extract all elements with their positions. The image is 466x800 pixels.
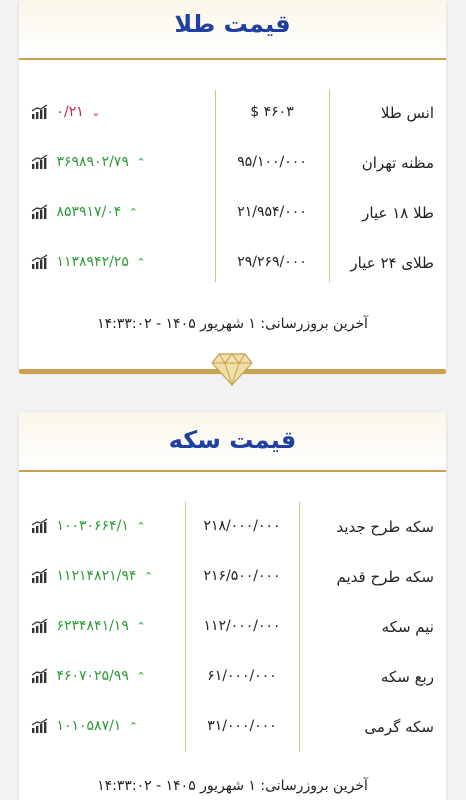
coin-row-quarter bbox=[19, 662, 446, 694]
chevron-up-icon: ⌃ bbox=[136, 519, 146, 533]
change-value: ۴۶۰۷۰۲۵/۹۹ bbox=[56, 668, 129, 684]
diamond-icon bbox=[211, 350, 253, 386]
row-change bbox=[31, 718, 141, 734]
chevron-down-icon: ⌄ bbox=[91, 105, 101, 119]
bar-chart-trend-icon bbox=[31, 618, 49, 634]
change-value: ۱۱۳۸۹۴۲/۲۵ bbox=[56, 254, 129, 270]
change-value: ۱۱۲۱۴۸۲۱/۹۴ bbox=[56, 568, 137, 584]
change-value: ۰/۲۱ bbox=[56, 104, 84, 120]
chevron-up-icon: ⌃ bbox=[136, 155, 146, 169]
row-name: انس طلا bbox=[380, 104, 434, 122]
bar-chart-trend-icon bbox=[31, 204, 49, 220]
coin-card-header bbox=[19, 412, 446, 472]
bar-chart-trend-icon bbox=[31, 718, 49, 734]
gold-card-header bbox=[19, 0, 446, 60]
gold-row-tehran bbox=[19, 148, 446, 180]
chevron-up-icon: ⌃ bbox=[136, 255, 146, 269]
change-value: ۶۲۳۴۸۴۱/۱۹ bbox=[56, 618, 129, 634]
coin-row-gram bbox=[19, 712, 446, 744]
row-name: نیم سکه bbox=[381, 618, 434, 636]
coin-row-new-design bbox=[19, 512, 446, 544]
row-name: سکه طرح قدیم bbox=[336, 568, 434, 586]
gold-row-18k bbox=[19, 198, 446, 230]
chevron-up-icon: ⌃ bbox=[143, 569, 154, 583]
bar-chart-trend-icon bbox=[31, 518, 49, 534]
row-name: طلا ۱۸ عیار bbox=[362, 204, 434, 222]
chevron-up-icon: ⌃ bbox=[136, 619, 146, 633]
row-price: ۲۱۸/۰۰۰/۰۰۰ bbox=[203, 518, 281, 534]
gold-last-update: آخرین بروزرسانی: ۱ شهریور ۱۴۰۵ - ۱۴:۳۳:۰۲ bbox=[97, 316, 368, 332]
row-change bbox=[31, 518, 149, 534]
change-value: ۱۰۱۰۵۸۷/۱ bbox=[56, 718, 122, 734]
gold-row-ounce bbox=[19, 98, 446, 130]
row-change bbox=[31, 618, 149, 634]
row-price: ۱۱۲/۰۰۰/۰۰۰ bbox=[203, 618, 281, 634]
bar-chart-trend-icon bbox=[31, 104, 49, 120]
coin-price-card bbox=[19, 412, 446, 800]
row-name: ربع سکه bbox=[380, 668, 434, 686]
change-value: ۱۰۰۳۰۶۶۴/۱ bbox=[56, 518, 129, 534]
row-name: سکه گرمی bbox=[364, 718, 434, 736]
row-change bbox=[31, 668, 149, 684]
bar-chart-trend-icon bbox=[31, 668, 49, 684]
row-change bbox=[31, 104, 103, 120]
chevron-up-icon: ⌃ bbox=[128, 719, 138, 733]
bar-chart-trend-icon bbox=[31, 154, 49, 170]
gold-price-card bbox=[19, 0, 446, 372]
bar-chart-trend-icon bbox=[31, 254, 49, 270]
chevron-up-icon: ⌃ bbox=[128, 205, 138, 219]
row-change bbox=[31, 154, 149, 170]
row-price: ۲۹/۲۶۹/۰۰۰ bbox=[237, 254, 307, 270]
change-value: ۸۵۳۹۱۷/۰۴ bbox=[56, 204, 122, 220]
row-name: سکه طرح جدید bbox=[336, 518, 434, 536]
row-name: مظنه تهران bbox=[361, 154, 434, 172]
row-price: $ ۴۶۰۳ bbox=[250, 104, 294, 120]
row-price: ۹۵/۱۰۰/۰۰۰ bbox=[237, 154, 307, 170]
coin-row-half bbox=[19, 612, 446, 644]
gold-card-title: قیمت طلا bbox=[174, 10, 291, 38]
row-price: ۲۱۶/۵۰۰/۰۰۰ bbox=[203, 568, 281, 584]
change-value: ۳۶۹۸۹۰۲/۷۹ bbox=[56, 154, 129, 170]
row-price: ۶۱/۰۰۰/۰۰۰ bbox=[207, 668, 277, 684]
row-change bbox=[31, 254, 149, 270]
chevron-up-icon: ⌃ bbox=[136, 669, 146, 683]
gold-row-24k bbox=[19, 248, 446, 280]
row-change bbox=[31, 204, 141, 220]
row-price: ۲۱/۹۵۴/۰۰۰ bbox=[237, 204, 307, 220]
coin-row-old-design bbox=[19, 562, 446, 594]
row-price: ۳۱/۰۰۰/۰۰۰ bbox=[207, 718, 277, 734]
row-name: طلای ۲۴ عیار bbox=[350, 254, 434, 272]
coin-last-update: آخرین بروزرسانی: ۱ شهریور ۱۴۰۵ - ۱۴:۳۳:۰۲ bbox=[97, 778, 368, 794]
bar-chart-trend-icon bbox=[31, 568, 49, 584]
coin-card-title: قیمت سکه bbox=[168, 426, 297, 454]
row-change bbox=[31, 568, 156, 584]
